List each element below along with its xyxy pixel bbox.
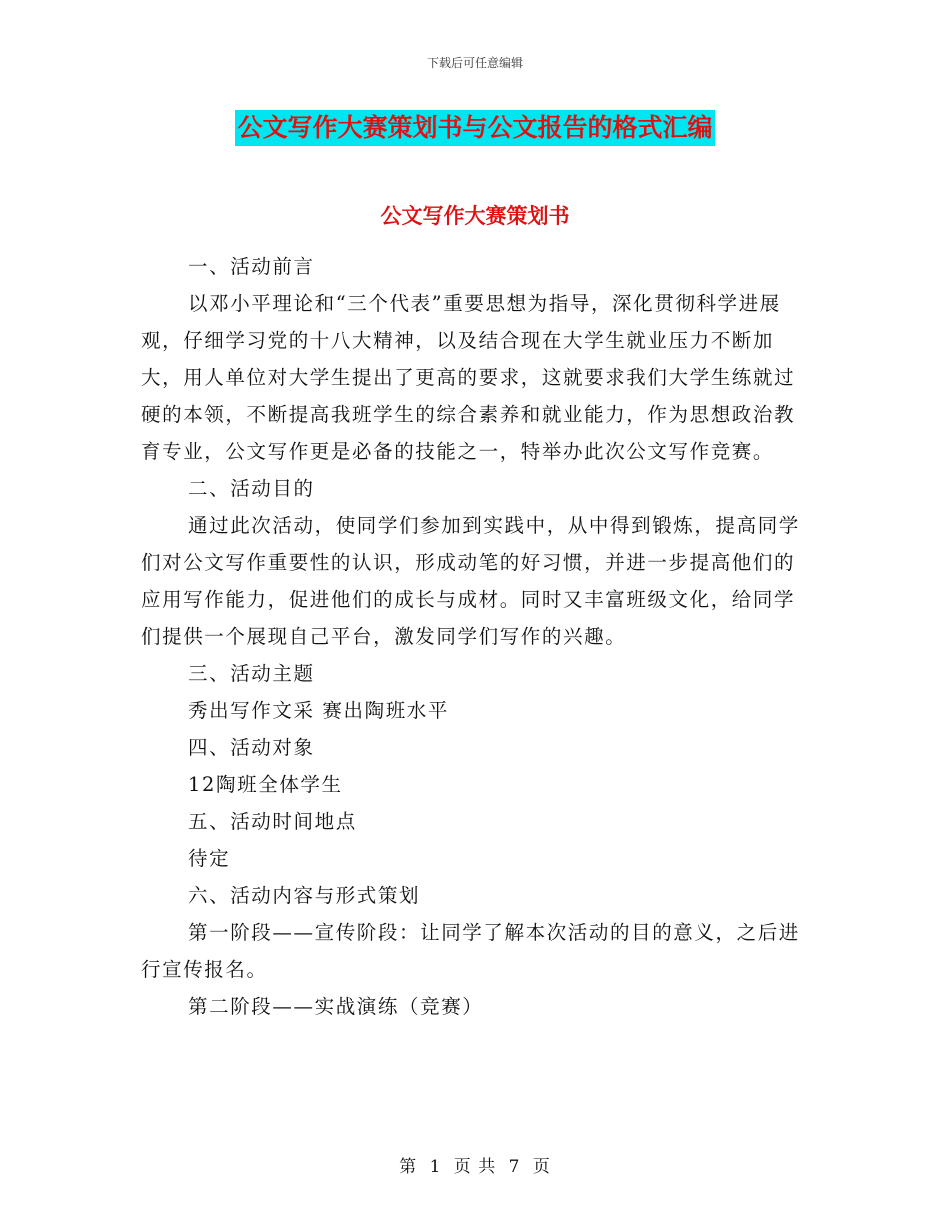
- section-heading-content: 六、活动内容与形式策划: [188, 884, 421, 907]
- paragraph-stage-one: 第一阶段——宣传阶段：让同学了解本次活动的目的意义，之后进行宣传报名。: [141, 921, 800, 981]
- header-note: 下载后可任意编辑: [426, 56, 523, 70]
- main-title-container: [0, 110, 950, 146]
- paragraph-participants: 12陶班全体学生: [188, 773, 343, 796]
- footer-total-pages: 7: [508, 1157, 521, 1177]
- section-heading-purpose: 二、活动目的: [188, 477, 315, 500]
- section-heading-preface: 一、活动前言: [188, 255, 315, 278]
- section-heading-participants: 四、活动对象: [188, 736, 315, 759]
- paragraph-theme: 秀出写作文采 赛出陶班水平: [188, 699, 449, 722]
- paragraph-purpose: 通过此次活动，使同学们参加到实践中，从中得到锻炼，提高同学们对公文写作重要性的认识，形成动笔的好习惯，并进一步提高他们的应用写作能力，促进他们的成长与成材。同时又丰富班级文化，给同学们提供一个展现自己平台，激发同学们写作的兴趣。: [141, 514, 800, 648]
- footer-current-page: 1: [429, 1157, 442, 1177]
- paragraph-stage-two: 第二阶段——实战演练（竞赛）: [188, 995, 484, 1018]
- footer-mid: 页 共: [453, 1157, 497, 1177]
- section-heading-theme: 三、活动主题: [188, 662, 315, 685]
- paragraph-preface: 以邓小平理论和“三个代表”重要思想为指导，深化贯彻科学进展观，仔细学习党的十八大精神，以及结合现在大学生就业压力不断加大，用人单位对大学生提出了更高的要求，这就要求我们大学生练就过硬的本领，不断提高我班学生的综合素养和就业能力，作为思想政治教育专业，公文写作更是必备的技能之一，特举办此次公文写作竞赛。: [141, 292, 796, 463]
- footer-suffix: 页: [532, 1157, 551, 1177]
- footer-prefix: 第: [399, 1157, 418, 1177]
- paragraph-time-place: 待定: [188, 847, 231, 870]
- page-footer: [0, 1152, 950, 1177]
- sub-title: 公文写作大赛策划书: [380, 203, 570, 228]
- section-heading-time-place: 五、活动时间地点: [188, 810, 357, 833]
- main-title: 公文写作大赛策划书与公文报告的格式汇编: [235, 110, 714, 146]
- document-body: [141, 248, 801, 1025]
